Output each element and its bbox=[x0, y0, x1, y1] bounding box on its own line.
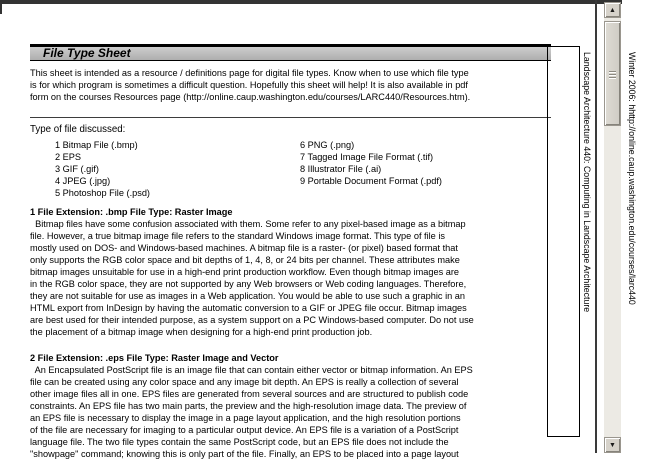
window-top-edge bbox=[0, 0, 622, 4]
section-divider bbox=[30, 117, 551, 118]
scroll-down-button[interactable] bbox=[604, 437, 621, 453]
text-line: form on the courses Resources page (http://online.caup.washington.edu/courses/LARC440/Resources.htm). bbox=[30, 92, 471, 102]
text-line: 7 Tagged Image File Format (.tif) bbox=[300, 152, 434, 162]
scroll-up-button[interactable] bbox=[604, 2, 621, 18]
document-title-bar bbox=[30, 44, 551, 61]
text-line: constraints. An EPS file has two main parts, the preview and the high-resolution image data. The preview of bbox=[30, 401, 467, 411]
section-2-paragraph bbox=[30, 364, 551, 460]
thumb-grip-icon bbox=[609, 71, 616, 79]
file-type-list-right bbox=[300, 139, 442, 187]
window-left-edge bbox=[0, 0, 2, 14]
text-line: of the file are necessary for imaging to a particular output device. An EPS file is a variation of a PostScript bbox=[30, 425, 459, 435]
page-title: File Type Sheet bbox=[43, 46, 131, 60]
text-line: 2 EPS bbox=[55, 152, 82, 162]
course-url-vertical: Winter 2006: hhttp://online.caup.washington.edu/courses/larc440 bbox=[627, 52, 637, 305]
text-line: 5 Photoshop File (.psd) bbox=[55, 188, 150, 198]
file-type-list-left bbox=[55, 139, 150, 199]
text-line: the placement of a bitmap image when designing for a high-end print production job. bbox=[30, 327, 373, 337]
text-line: file. However, a true bitmap image file refers to the standard Windows image format. This type of file is bbox=[30, 231, 445, 241]
text-line: they are not suitable for use as images in a Web application. You would be able to use such a graphic in an bbox=[30, 291, 465, 301]
vertical-scrollbar[interactable] bbox=[604, 2, 621, 453]
text-line: mostly used on DOS- and Windows-based machines. A bitmap file is a raster- (or pixel) based format that bbox=[30, 243, 458, 253]
text-line: HTML export from InDesign by having the automatic conversion to a GIF or JPEG file occur. Bitmap images bbox=[30, 303, 467, 313]
section-1-paragraph bbox=[30, 218, 551, 338]
text-line: Bitmap files have some confusion associated with them. Some refer to any pixel-based image as a bitmap bbox=[30, 219, 466, 229]
text-line: file can be created using any color space and any image bit depth. An EPS is really a collection of several bbox=[30, 377, 459, 387]
section-2-heading: 2 File Extension: .eps File Type: Raster Image and Vector bbox=[30, 353, 279, 363]
scroll-up-icon: ▲ bbox=[609, 6, 616, 14]
intro-paragraph bbox=[30, 67, 551, 103]
text-line: bitmap images unsuitable for use in a high-end print production workflow. Even though bitmap images are bbox=[30, 267, 459, 277]
text-line: are best used for their intended purpose, as a system support on a PC Windows-based computer. Do not use bbox=[30, 315, 474, 325]
text-line: 9 Portable Document Format (.pdf) bbox=[300, 176, 442, 186]
text-line: language file. The two file types contain the same PostScript code, but an EPS file does not include the bbox=[30, 437, 449, 447]
course-info-box bbox=[547, 46, 637, 437]
text-line: 8 Illustrator File (.ai) bbox=[300, 164, 382, 174]
scroll-down-icon: ▼ bbox=[609, 441, 616, 449]
text-line: other image files all in one. EPS files are generated from several sources and are structured to publish code bbox=[30, 389, 469, 399]
course-title-vertical: Landscape Architecture 440: Computing in Landscape Architecture bbox=[582, 52, 592, 313]
file-types-heading: Type of file discussed: bbox=[30, 124, 126, 135]
text-line: an EPS file is necessary to display the image in a page layout application, and the high resolution portions bbox=[30, 413, 461, 423]
text-line: in the RGB color space, they are not supported by any Web browsers or Web coding languages. Therefore, bbox=[30, 279, 467, 289]
text-line: An Encapsulated PostScript file is an image file that can contain either vector or bitmap information. An EPS bbox=[30, 365, 473, 375]
text-line: is for which program is sometimes a difficult question. Hopefully this sheet will help! It is also available in pdf bbox=[30, 80, 468, 90]
text-line: "showpage" command; knowing this is only part of the file. Finally, an EPS to be placed into a page layout bbox=[30, 449, 459, 459]
scroll-thumb[interactable] bbox=[604, 21, 621, 126]
text-line: 4 JPEG (.jpg) bbox=[55, 176, 111, 186]
text-line: 6 PNG (.png) bbox=[300, 140, 355, 150]
text-line: 3 GIF (.gif) bbox=[55, 164, 99, 174]
section-1-heading: 1 File Extension: .bmp File Type: Raster Image bbox=[30, 207, 233, 217]
text-line: This sheet is intended as a resource / definitions page for digital file types. Know when to use which file type bbox=[30, 68, 469, 78]
text-line: 1 Bitmap File (.bmp) bbox=[55, 140, 138, 150]
text-line: only supports the RGB color space and bit depths of 1, 4, 8, or 24 bits per channel. These attributes make bbox=[30, 255, 460, 265]
